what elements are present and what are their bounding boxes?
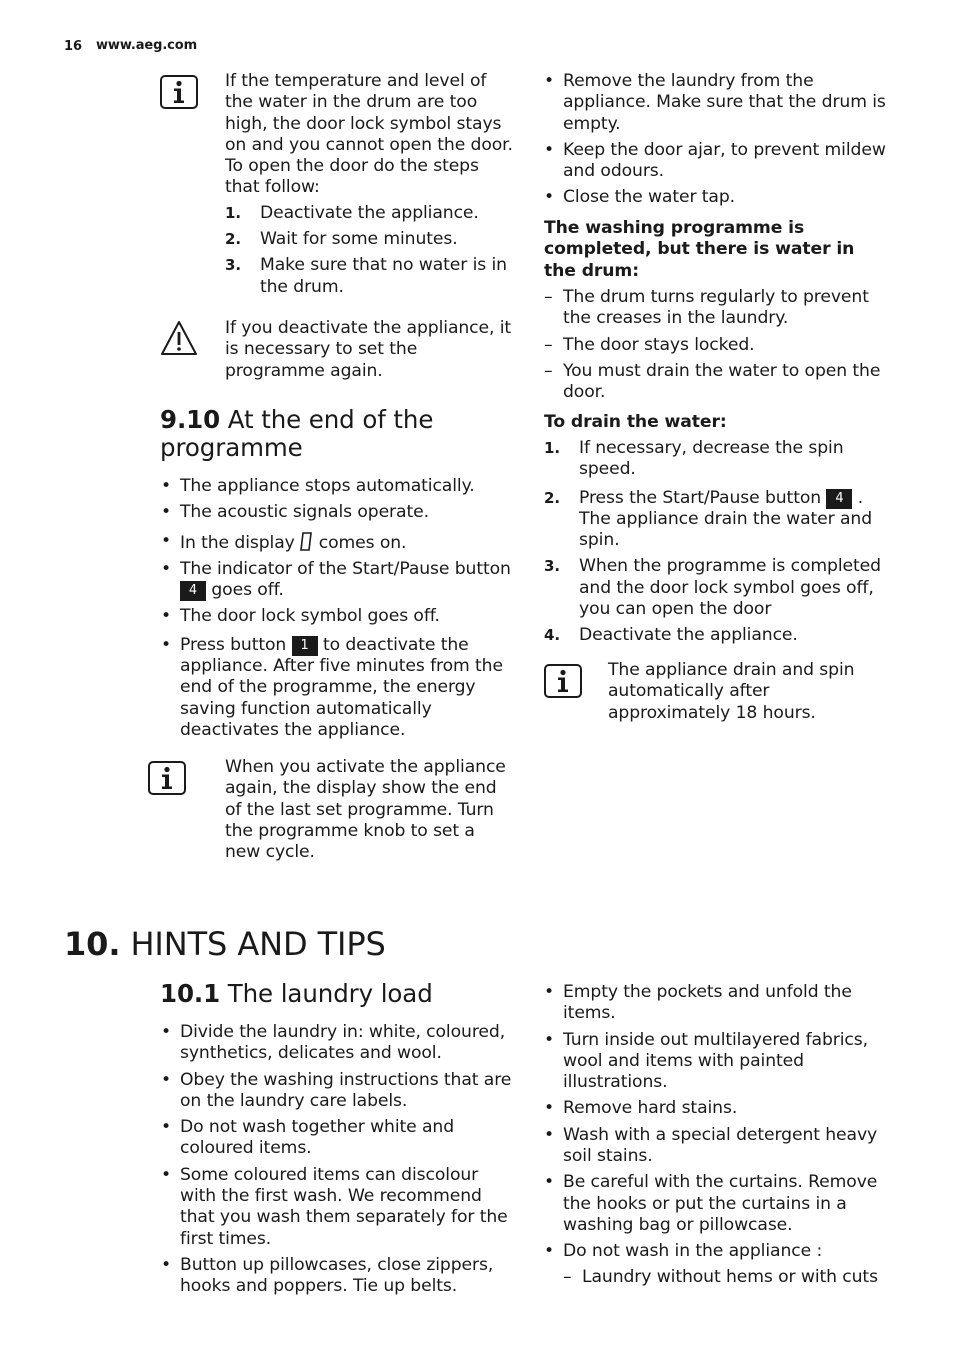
section-number: 10.1 <box>160 979 221 1008</box>
list-item: • Turn inside out multilayered fabrics, wool and items with painted illustrations. <box>544 1030 896 1094</box>
section-heading-10-1 <box>160 980 520 1008</box>
door-steps <box>225 203 515 298</box>
step-text: Press the Start/Pause button <box>579 487 822 508</box>
step-text: . The appliance drain the water and spin. <box>579 487 873 551</box>
list-item: – You must drain the water to open the door. <box>544 361 896 404</box>
list-item <box>544 438 896 481</box>
section-title: The laundry load <box>227 979 433 1008</box>
note-text: When you activate the appliance again, the display show the end of the last set programme. Turn the programme knob to set a new cycle. <box>225 757 506 863</box>
water-in-drum-list <box>544 287 896 408</box>
bullet-text: Press button <box>180 634 287 655</box>
list-item: • Wash with a special detergent heavy soil stains. <box>544 1125 896 1168</box>
note-auto-drain <box>608 660 896 724</box>
list-item: • Be careful with the curtains. Remove the hooks or put the curtains in a washing bag or pillowcase. <box>544 1172 896 1236</box>
list-item <box>161 559 511 602</box>
list-item <box>161 635 511 741</box>
list-item <box>161 531 511 554</box>
note-reactivate <box>225 757 515 863</box>
water-in-drum-heading: The washing programme is completed, but there is water in the drum: <box>544 218 855 281</box>
list-item: – The door stays locked. <box>544 335 896 356</box>
note-text: If the temperature and level of the water in the drum are too high, the door lock symbol stays on and you cannot open the door. To open the door do the steps that follow: <box>225 71 513 198</box>
info-icon <box>148 761 186 795</box>
step-number: 1. <box>225 203 241 222</box>
list-item: • Some coloured items can discolour with the first wash. We recommend that you wash them separately for the first times. <box>161 1165 513 1250</box>
bullet-text: comes on. <box>318 532 407 553</box>
note-warning-deactivate <box>225 318 515 382</box>
list-item: • The appliance stops automatically. <box>161 476 511 497</box>
bullet-text: to deactivate the appliance. After five minutes from the end of the programme, the energy saving function automatically deactivates the appliance. <box>180 634 503 740</box>
step-text: Wait for some minutes. <box>260 229 458 250</box>
bullet-text: goes off. <box>211 580 284 601</box>
list-item <box>225 229 515 250</box>
warning-icon <box>160 320 198 354</box>
bullet-text: In the display <box>180 532 295 553</box>
step-text: Deactivate the appliance. <box>260 202 479 223</box>
warning-text: If you deactivate the appliance, it is necessary to set the programme again. <box>225 318 512 381</box>
drain-steps <box>544 438 896 652</box>
step-number: 4. <box>544 626 560 645</box>
after-programme-list <box>544 71 896 214</box>
list-item <box>225 255 515 298</box>
list-item: • Remove hard stains. <box>544 1098 896 1119</box>
start-pause-key-badge: 4 <box>180 581 206 601</box>
list-item: • Do not wash in the appliance : <box>544 1241 896 1262</box>
chapter-heading-10 <box>64 926 664 962</box>
section-number: 9.10 <box>160 405 221 434</box>
list-item: • The acoustic signals operate. <box>161 502 511 523</box>
page-number: 16 <box>64 39 82 54</box>
step-number: 1. <box>544 439 560 457</box>
end-of-programme-list <box>161 476 511 746</box>
list-item: • Remove the laundry from the appliance. Make sure that the drum is empty. <box>544 71 896 135</box>
display-end-icon <box>299 531 313 552</box>
step-text: Make sure that no water is in the drum. <box>260 255 507 297</box>
list-item: • Divide the laundry in: white, coloured, synthetics, delicates and wool. <box>161 1022 513 1065</box>
note-door-lock <box>225 71 515 303</box>
step-number: 2. <box>544 488 560 507</box>
list-item: • Do not wash together white and coloured items. <box>161 1117 513 1160</box>
list-item <box>225 203 515 224</box>
step-number: 3. <box>225 256 241 275</box>
step-number: 3. <box>544 557 560 576</box>
list-item: • Close the water tap. <box>544 187 896 208</box>
website-url: www.aeg.com <box>96 38 198 53</box>
on-off-key-badge: 1 <box>292 636 318 656</box>
list-item: • Keep the door ajar, to prevent mildew and odours. <box>544 140 896 183</box>
laundry-load-list-left <box>161 1022 513 1303</box>
do-not-wash-sublist <box>563 1267 896 1293</box>
start-pause-key-badge: 4 <box>826 489 852 509</box>
chapter-number: 10. <box>64 925 121 963</box>
bullet-text: The indicator of the Start/Pause button <box>180 558 511 579</box>
list-item: • The door lock symbol goes off. <box>161 606 511 627</box>
list-item: • Button up pillowcases, close zippers, hooks and poppers. Tie up belts. <box>161 1255 513 1298</box>
section-title: At the end of the programme <box>160 405 434 462</box>
step-number: 2. <box>225 230 241 249</box>
section-heading-9-10 <box>160 406 500 462</box>
list-item <box>544 488 896 552</box>
info-icon <box>160 75 198 109</box>
drain-water-heading: To drain the water: <box>544 412 727 432</box>
step-text: When the programme is completed and the door lock symbol goes off, you can open the door <box>579 556 881 620</box>
step-text: Deactivate the appliance. <box>579 625 798 646</box>
list-item <box>544 625 896 646</box>
note-text: The appliance drain and spin automatically after approximately 18 hours. <box>608 660 855 723</box>
chapter-title: HINTS AND TIPS <box>130 925 386 963</box>
info-icon <box>544 664 582 698</box>
list-item: – The drum turns regularly to prevent the creases in the laundry. <box>544 287 896 330</box>
list-item: • Empty the pockets and unfold the items. <box>544 982 896 1025</box>
laundry-load-list-right <box>544 982 896 1268</box>
list-item: • Obey the washing instructions that are on the laundry care labels. <box>161 1070 513 1113</box>
list-item: – Laundry without hems or with cuts <box>563 1267 896 1288</box>
step-text: If necessary, decrease the spin speed. <box>579 438 844 480</box>
list-item <box>544 556 896 620</box>
